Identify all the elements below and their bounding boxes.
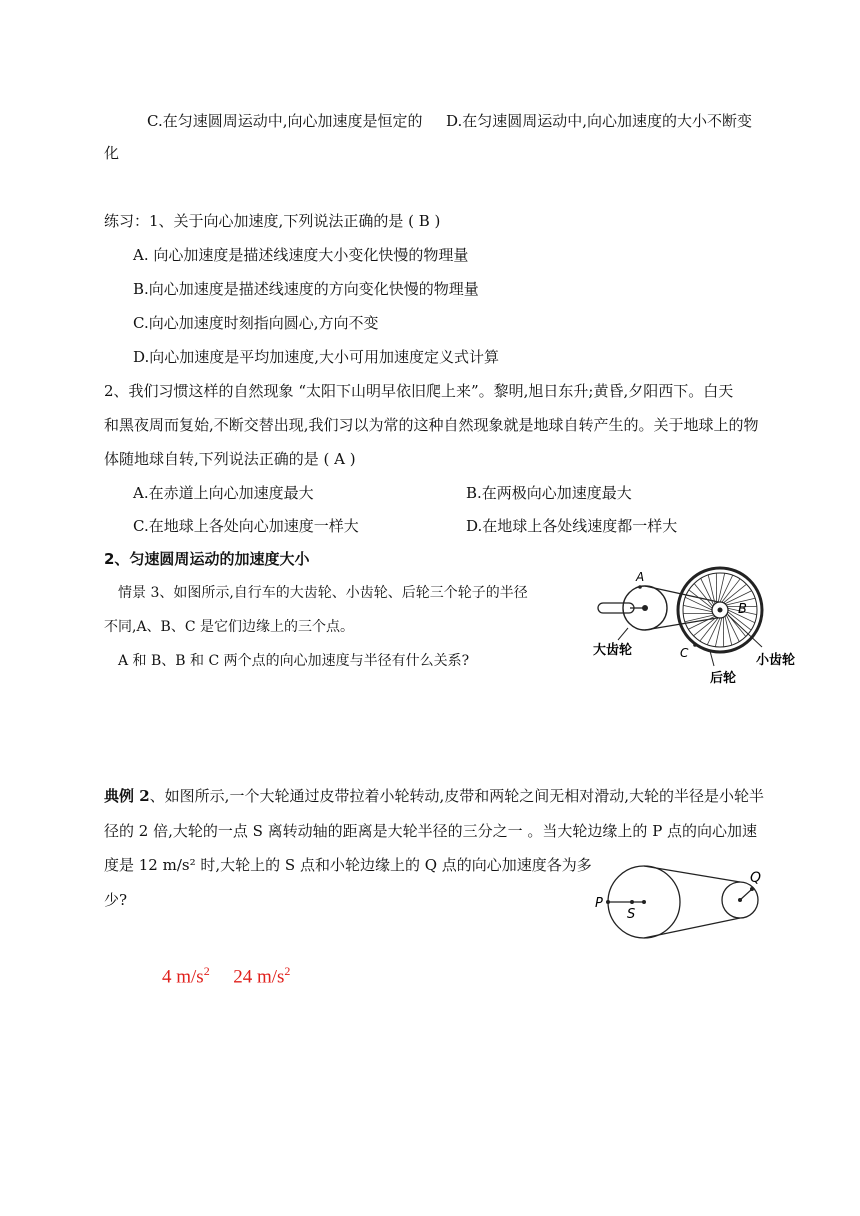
practice-q1-option-c: C.向心加速度时刻指向圆心,方向不变 [133,314,379,332]
scenario-line-2: 不同,A、B、C 是它们边缘上的三个点。 [104,619,355,635]
example2-line-1 [104,786,764,806]
answer-s-value: 4 m/s [162,966,204,988]
wheel-spoke [720,575,733,602]
label-q: Q [750,870,762,886]
practice-q2-option-a: A.在赤道上向心加速度最大 [133,484,314,502]
label-a: A [636,570,645,584]
scenario-line-3: A 和 B、B 和 C 两个点的向心加速度与半径有什么关系? [118,653,470,669]
large-wheel-axle [642,900,646,904]
scenario-line-1: 情景 3、如图所示,自行车的大齿轮、小齿轮、后轮三个轮子的半径 [118,585,528,601]
practice-q1-option-a: A. 向心加速度是描述线速度大小变化快慢的物理量 [133,246,469,264]
label-rear-wheel: 后轮 [710,671,737,686]
section-heading: 2、匀速圆周运动的加速度大小 [104,550,310,568]
label-c: C [680,646,689,660]
wheel-spoke [722,579,740,602]
wheel-spoke [715,618,721,647]
wheel-spoke [683,605,712,611]
option-d-continuation: 化 [104,144,120,162]
belt-drive-figure [592,860,772,946]
practice-q1-stem: 练习：1、关于向心加速度,下列说法正确的是 ( B ) [104,212,441,230]
label-small-gear: 小齿轮 [756,653,796,668]
point-c-marker [693,643,697,647]
wheel-spoke [718,573,724,602]
answer-q-exponent: 2 [284,964,291,978]
point-s-marker [630,900,634,904]
option-c-text: C.在匀速圆周运动中,向心加速度是恒定的 [147,112,423,130]
practice-q2-option-b: B.在两极向心加速度最大 [466,484,632,502]
practice-q1-option-d: D.向心加速度是平均加速度,大小可用加速度定义式计算 [133,348,500,366]
practice-q2-stem-line-2: 和黑夜周而复始,不断交替出现,我们习以为常的这种自然现象就是地球自转产生的。关于地球上的物 [104,416,759,434]
example2-line-1-text: 、如图所示,一个大轮通过皮带拉着小轮转动,皮带和两轮之间无相对滑动,大轮的半径是小轮半 [149,787,764,805]
wheel-spoke [700,618,718,641]
point-p-marker [606,900,610,904]
practice-q2-option-c: C.在地球上各处向心加速度一样大 [133,517,359,535]
practice-q2-option-d: D.在地球上各处线速度都一样大 [466,517,678,535]
example2-label: 典例 2 [104,787,150,805]
example2-line-3: 度是 12 m/s² 时,大轮上的 S 点和小轮边缘上的 Q 点的向心加速度各为多 [104,856,592,874]
belt-top [644,866,740,882]
label-b: B [738,602,747,617]
practice-q2-stem-line-1: 2、我们习惯这样的自然现象 “太阳下山明早依旧爬上来”。黎明,旭日东升;黄昏,夕阳西下。白天 [104,382,734,400]
practice-q2-stem-line-3: 体随地球自转,下列说法正确的是 ( A ) [104,450,356,468]
example2-line-4: 少? [104,891,128,909]
option-d-text: D.在匀速圆周运动中,向心加速度的大小不断变 [446,112,753,130]
label-p: P [595,896,603,911]
small-wheel-axle [738,898,742,902]
label-s: S [627,907,636,922]
bicycle-gear-figure [590,565,805,690]
point-q-marker [750,887,754,891]
wheel-spoke [707,618,720,645]
belt-bottom [644,918,740,938]
example2-line-2: 径的 2 倍,大轮的一点 S 离转动轴的距离是大轮半径的三分之一 。当大轮边缘上的 P 点的向心加速 [104,822,758,840]
answer-line [162,958,290,990]
pedal-crank [598,603,645,613]
wheel-spoke [689,590,712,608]
practice-q1-option-b: B.向心加速度是描述线速度的方向变化快慢的物理量 [133,280,479,298]
point-a-marker [638,585,642,589]
label-big-gear: 大齿轮 [593,643,633,658]
answer-s-exponent: 2 [203,964,210,978]
wheel-spoke [725,616,732,645]
answer-q-value: 24 m/s [233,966,285,988]
